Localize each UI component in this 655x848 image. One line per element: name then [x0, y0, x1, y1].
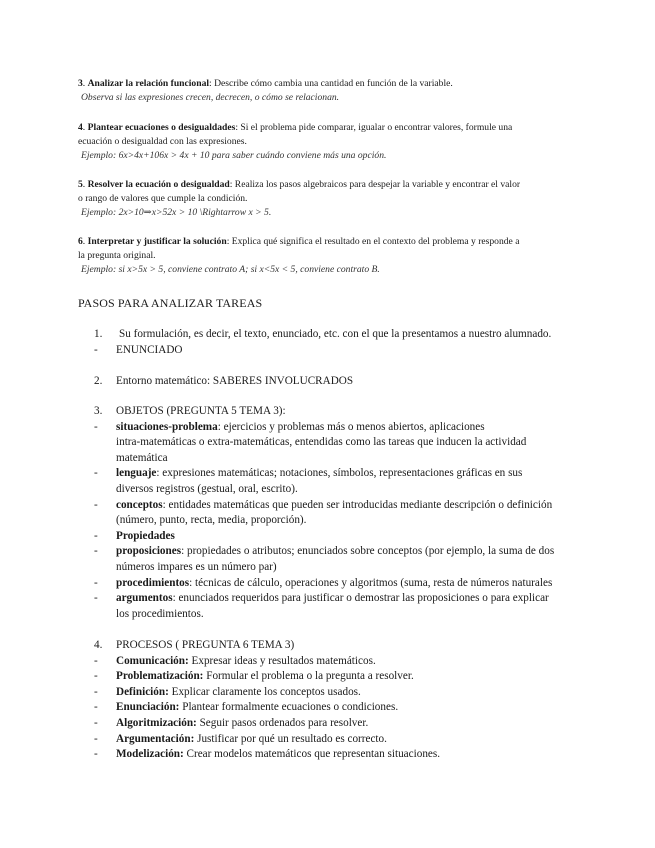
list-item-desc: Expresar ideas y resultados matemáticos.: [188, 654, 376, 667]
list-item-text: [116, 747, 574, 763]
list-item: [94, 420, 594, 467]
list-item-desc: : técnicas de cálculo, operaciones y algoritmos (suma, resta de números naturales: [189, 576, 553, 589]
step-text: : Si el problema pide comparar, igualar o encontrar valores, formule una: [235, 122, 513, 133]
list-item-desc: Explicar claramente los conceptos usados.: [168, 685, 361, 698]
list-item-term: proposiciones: [116, 545, 182, 558]
step-example: Ejemplo: 2x>10⇒x>52x > 10 \Rightarrow x > 5.: [81, 207, 272, 218]
section-title-row: [94, 374, 594, 390]
list-dash: -: [94, 732, 98, 745]
list-dash: -: [94, 592, 98, 605]
list-item-desc: : propiedades o atributos; enunciados sobre conceptos (por ejemplo, la suma de dos: [181, 545, 555, 558]
step-title: Resolver la ecuación o desigualdad: [87, 179, 230, 190]
step-4: [78, 121, 578, 163]
list-item: [94, 747, 594, 763]
step-5: [78, 178, 578, 220]
section-title-row: [94, 327, 594, 343]
list-item-term: lenguaje: [116, 467, 157, 480]
list-item-text: [116, 716, 574, 732]
list-item-text: [116, 654, 574, 670]
list-item: [94, 669, 594, 685]
step-number: 6: [78, 236, 83, 247]
list-item-text: [116, 685, 574, 701]
step-text-cont: ecuación o desigualdad con las expresiones.: [78, 136, 247, 147]
step-number: 3: [78, 78, 83, 89]
list-dash: -: [94, 576, 98, 589]
section-number: 3.: [94, 405, 103, 417]
list-item-desc: : entidades matemáticas que pueden ser introducidas mediante descripción o definición: [162, 498, 553, 511]
section-number: 2.: [94, 375, 103, 387]
list-dash: -: [94, 748, 98, 761]
step-title: Analizar la relación funcional: [87, 78, 210, 89]
list-item-desc: Formular el problema o la pregunta a resolver.: [203, 670, 414, 683]
list-item-term: Algoritmización:: [116, 716, 197, 729]
page-heading: PASOS PARA ANALIZAR TAREAS: [78, 296, 263, 310]
step-3: [78, 77, 578, 105]
list-item-desc: Justificar por qué un resultado es correcto.: [194, 732, 387, 745]
section-title: PROCESOS ( PREGUNTA 6 TEMA 3): [116, 639, 295, 651]
list-item: [94, 654, 594, 670]
list-item: [94, 498, 594, 529]
list-dash: -: [94, 716, 98, 729]
list-item-term: Problematización:: [116, 670, 204, 683]
list-item-desc: números impares es un número par): [116, 560, 277, 573]
list-item-desc: Seguir pasos ordenados para resolver.: [196, 716, 369, 729]
step-6: [78, 235, 578, 277]
step-4-line-1: 4. Plantear ecuaciones o desigualdades: Si el problema pide comparar, igualar o encontrar valores, formule una: [78, 122, 513, 133]
list-item-term: conceptos: [116, 498, 163, 511]
list-item: [94, 716, 594, 732]
list-dash: -: [94, 467, 98, 480]
step-example: Observa si las expresiones crecen, decrecen, o cómo se relacionan.: [81, 92, 340, 103]
list-item: [94, 529, 594, 545]
section-title-row: [94, 404, 594, 420]
section-number: 1.: [94, 328, 103, 340]
list-item-desc: Crear modelos matemáticos que representan situaciones.: [183, 748, 441, 761]
list-dash: -: [94, 701, 98, 714]
list-item-text: [116, 466, 574, 497]
list-item: [94, 544, 594, 575]
list-item-desc: los procedimientos.: [116, 607, 204, 620]
list-item: [94, 343, 594, 359]
section-1: [94, 327, 594, 358]
step-example: Ejemplo: 6x>4x+106x > 4x + 10 para saber cuándo conviene más una opción.: [81, 150, 387, 161]
section-title: OBJETOS (PREGUNTA 5 TEMA 3):: [116, 405, 286, 417]
step-3-line-1: 3. Analizar la relación funcional: Describe cómo cambia una cantidad en función de la variable.: [78, 78, 453, 89]
step-number: 4: [78, 122, 83, 133]
list-item-desc: : ejercicios y problemas más o menos abiertos, aplicaciones: [217, 420, 485, 433]
step-number: 5: [78, 179, 83, 190]
step-title: Plantear ecuaciones o desigualdades: [87, 122, 236, 133]
list-dash: -: [94, 498, 98, 511]
list-item-term: Definición:: [116, 685, 169, 698]
step-text-cont: la pregunta original.: [78, 250, 156, 261]
list-item-desc: : expresiones matemáticas; notaciones, símbolos, representaciones gráficas en sus: [156, 467, 523, 480]
list-item-term: procedimientos: [116, 576, 190, 589]
list-item-term: Propiedades: [116, 529, 175, 542]
list-item: [94, 591, 594, 622]
list-item-text: [116, 420, 574, 467]
list-item: [94, 700, 594, 716]
list-item-term: situaciones-problema: [116, 420, 218, 433]
list-item-text: [116, 591, 574, 622]
section-2: [94, 374, 594, 390]
step-example: Ejemplo: si x>5x > 5, conviene contrato A; si x<5x < 5, conviene contrato B.: [81, 264, 380, 275]
list-item-term: Comunicación:: [116, 654, 189, 667]
list-item-term: Modelización:: [116, 748, 184, 761]
list-item-text: [116, 669, 574, 685]
list-dash: -: [94, 529, 98, 542]
list-dash: -: [94, 685, 98, 698]
step-text-cont: o rango de valores que cumple la condición.: [78, 193, 248, 204]
list-item-text: ENUNCIADO: [116, 343, 183, 356]
section-number: 4.: [94, 639, 103, 651]
list-dash: -: [94, 670, 98, 683]
step-5-line-1: 5. Resolver la ecuación o desigualdad: Realiza los pasos algebraicos para despejar la variable y encontrar el valor: [78, 179, 521, 190]
list-item-term: Argumentación:: [116, 732, 195, 745]
list-dash: -: [94, 654, 98, 667]
section-4: [94, 638, 594, 763]
list-dash: -: [94, 545, 98, 558]
list-item: [94, 732, 594, 748]
list-item-desc: diversos registros (gestual, oral, escrito).: [116, 482, 298, 495]
step-6-line-1: 6. Interpretar y justificar la solución: Explica qué significa el resultado en el contexto del problema y responde a: [78, 236, 520, 247]
list-item: [94, 576, 594, 592]
step-text: : Describe cómo cambia una cantidad en función de la variable.: [209, 78, 453, 89]
section-title-row: [94, 638, 594, 654]
step-text: : Realiza los pasos algebraicos para despejar la variable y encontrar el valor: [229, 179, 521, 190]
list-item-text: [116, 498, 574, 529]
list-item-text: [116, 576, 574, 592]
list-item-term: argumentos: [116, 592, 173, 605]
section-3: [94, 404, 594, 622]
list-item-term: Enunciación:: [116, 701, 180, 714]
list-item-desc: (número, punto, recta, media, proporción).: [116, 514, 307, 527]
list-item-desc: matemática: [116, 451, 168, 464]
list-item-desc: : enunciados requeridos para justificar o demostrar las proposiciones o para explicar: [172, 592, 549, 605]
list-dash: -: [94, 420, 98, 433]
list-item-text: [116, 544, 574, 575]
section-title: Entorno matemático: SABERES INVOLUCRADOS: [116, 375, 354, 387]
step-text: : Explica qué significa el resultado en el contexto del problema y responde a: [226, 236, 520, 247]
list-item: [94, 466, 594, 497]
list-item-text: [116, 529, 574, 545]
list-item: [94, 685, 594, 701]
list-item-desc: intra-matemáticas o extra-matemáticas, entendidas como las tareas que inducen la actividad: [116, 436, 527, 449]
list-item-text: [116, 700, 574, 716]
list-item-desc: Plantear formalmente ecuaciones o condiciones.: [179, 701, 399, 714]
section-title: Su formulación, es decir, el texto, enunciado, etc. con el que la presentamos a nuestro alumnado.: [119, 328, 552, 340]
list-dash: -: [94, 343, 98, 356]
list-item-text: [116, 732, 574, 748]
step-title: Interpretar y justificar la solución: [87, 236, 227, 247]
